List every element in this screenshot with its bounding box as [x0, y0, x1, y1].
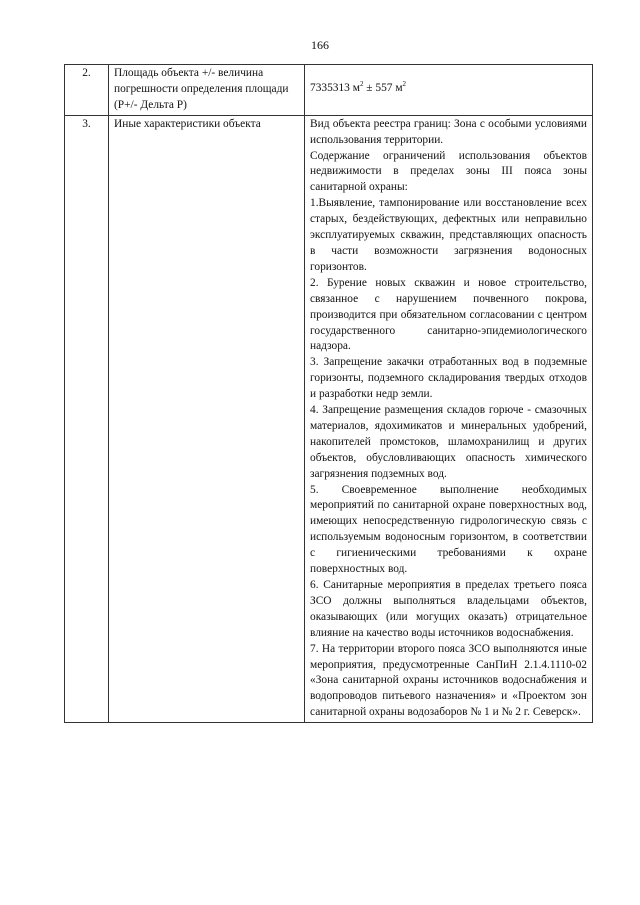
- other-characteristics-label-cell: Иные характеристики объекта: [109, 115, 305, 722]
- paragraph-restrictions-intro: Содержание ограничений использования объектов недвижимости в пределах зоны III пояса зоны санитарной охраны:: [310, 149, 587, 194]
- paragraph-item-3: 3. Запрещение закачки отработанных вод в подземные горизонты, подземного складирования твердых отходов и разработки недр земли.: [310, 356, 587, 401]
- object-characteristics-table: [64, 64, 593, 723]
- other-characteristics-value-cell: [305, 115, 593, 722]
- paragraph-object-type: Вид объекта реестра границ: Зона с особыми условиями использования территории.: [310, 117, 587, 146]
- area-label-cell: Площадь объекта +/- величина погрешности определения площади (P+/- Дельта P): [109, 65, 305, 116]
- paragraph-item-1: 1.Выявление, тампонирование или восстановление всех старых, бездействующих, дефектных или неправильно эксплуатируемых скважин, представляющих опасность в части возможности загрязнения водоносных горизонтов.: [310, 197, 587, 273]
- row-number-cell: 3.: [65, 115, 109, 722]
- tolerance-unit-exponent: 2: [402, 80, 407, 89]
- paragraph-item-2: 2. Бурение новых скважин и новое строительство, связанное с нарушением почвенного покрова, производится при обязательном согласовании с центром государственного санитарно-эпидемиологического надзора.: [310, 276, 587, 353]
- area-tolerance: ± 557 м: [363, 82, 403, 94]
- area-value: [310, 81, 587, 97]
- table-row: [65, 115, 593, 722]
- row-number-cell: 2.: [65, 65, 109, 116]
- paragraph-item-7: 7. На территории второго пояса ЗСО выполняются иные мероприятия, предусмотренные СанПиН 2.1.4.1110-02 «Зона санитарной охраны источников водоснабжения и водопроводов питьевого назначения» и «Проектом зон санитарной охраны водозаборов № 1 и № 2 г. Северск».: [310, 642, 587, 719]
- area-unit-exponent: 2: [359, 80, 364, 89]
- page-number: 166: [311, 38, 329, 52]
- paragraph-item-4: 4. Запрещение размещения складов горюче - смазочных материалов, ядохимикатов и минеральных удобрений, накопителей промстоков, шламохранилищ и других объектов, обусловливающих опасность химического загрязнения подземных вод.: [310, 404, 587, 480]
- area-value-cell: [305, 65, 593, 116]
- paragraph-item-5: 5. Своевременное выполнение необходимых мероприятий по санитарной охране поверхностных вод, имеющих непосредственную гидрологическую связь с используемым водоносным горизонтом, в соответствии с гигиеническими требованиями к охране поверхностных вод.: [310, 483, 587, 576]
- table-row: [65, 65, 593, 116]
- paragraph-item-6: 6. Санитарные мероприятия в пределах третьего пояса ЗСО должны выполняться владельцами объектов, оказывающих (или могущих оказать) отрицательное влияние на качество воды источников водоснабжения.: [310, 579, 587, 639]
- area-value-main: 7335313 м: [310, 82, 360, 94]
